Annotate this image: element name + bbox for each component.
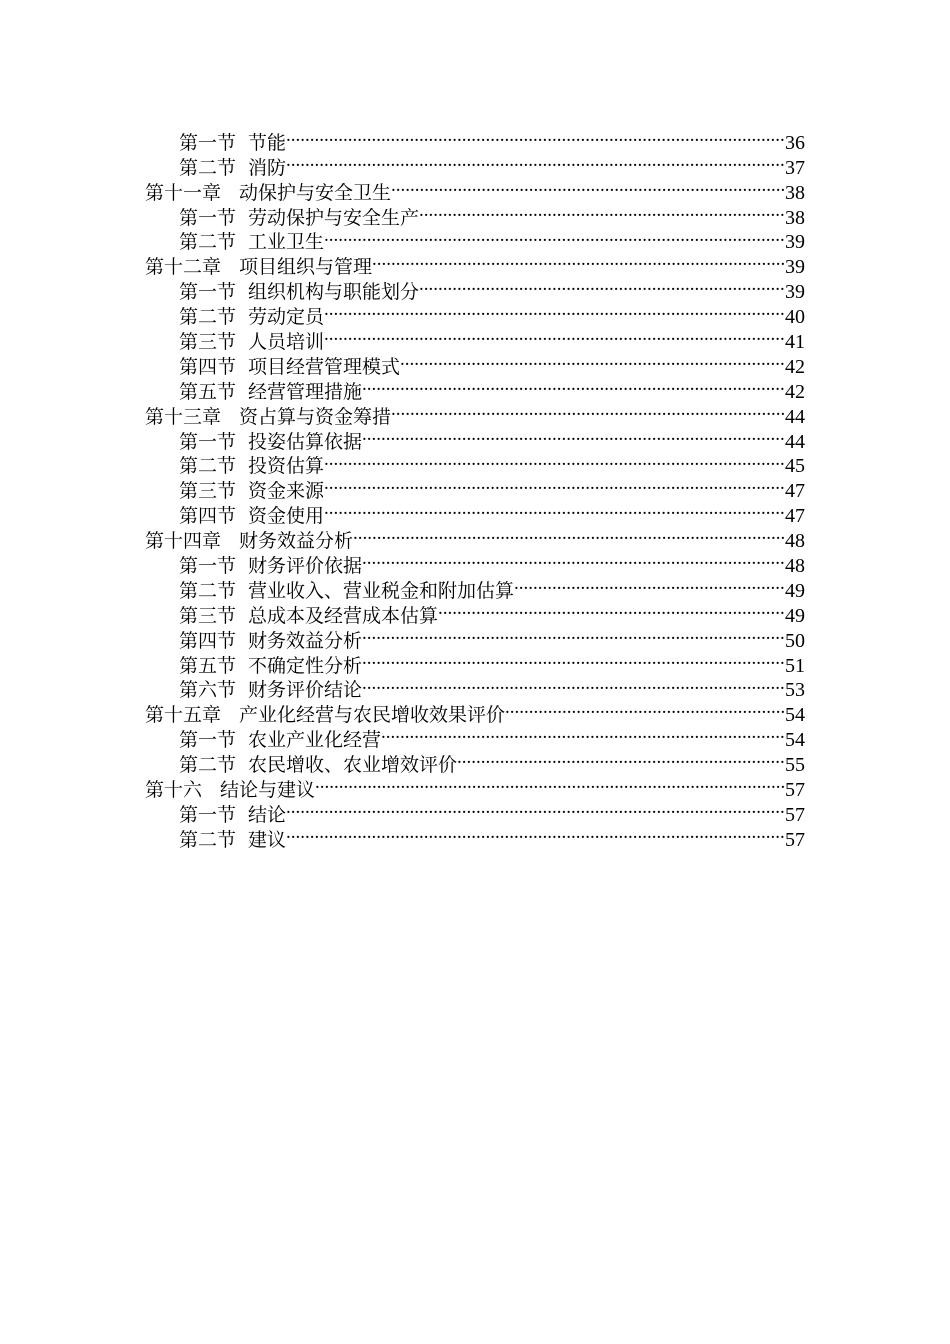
toc-entry-title: 财务效益分析 — [239, 530, 354, 553]
toc-entry-number: 第一节 — [179, 729, 237, 752]
dot-leader — [324, 224, 785, 249]
toc-entry-title: 建议 — [248, 828, 287, 851]
toc-entry-title: 动保护与安全卫生 — [239, 181, 392, 204]
toc-entry-number: 第二节 — [179, 828, 237, 851]
toc-entry-page: 57 — [785, 828, 805, 851]
toc-entry-title: 财务效益分析 — [248, 629, 363, 652]
toc-entry-number: 第三节 — [179, 480, 237, 503]
dot-leader — [324, 323, 785, 348]
toc-entry[interactable] — [145, 174, 805, 204]
dot-leader — [353, 522, 785, 547]
toc-entry[interactable] — [145, 622, 805, 652]
toc-entry-title: 项目经营管理模式 — [248, 355, 401, 378]
toc-entry-page: 47 — [785, 480, 805, 503]
toc-entry-title: 财务评价依据 — [248, 555, 363, 578]
toc-entry-page: 48 — [785, 530, 805, 553]
dot-leader — [438, 597, 785, 622]
dot-leader — [362, 373, 785, 398]
toc-entry-number: 第十六 — [145, 779, 203, 802]
toc-entry-page: 38 — [785, 181, 805, 204]
toc-entry-page: 53 — [785, 679, 805, 702]
toc-entry-page: 54 — [785, 729, 805, 752]
dot-leader — [419, 273, 785, 298]
dot-leader — [324, 497, 785, 522]
toc-entry-number: 第五节 — [179, 654, 237, 677]
toc-entry-title: 消防 — [248, 156, 287, 179]
dot-leader — [457, 746, 785, 771]
toc-entry-number: 第二节 — [179, 754, 237, 777]
toc-entry-number: 第一节 — [179, 430, 237, 453]
toc-entry[interactable] — [145, 149, 805, 179]
toc-entry[interactable] — [145, 497, 805, 528]
toc-entry-title: 总成本及经营成本估算 — [248, 604, 439, 627]
dot-leader — [362, 423, 785, 448]
dot-leader — [514, 572, 785, 597]
toc-entry-title: 经营管理措施 — [248, 380, 363, 403]
toc-entry-number: 第二节 — [179, 455, 237, 478]
toc-entry-number: 第四节 — [179, 355, 237, 378]
table-of-contents — [145, 124, 805, 851]
toc-entry-number: 第五节 — [179, 380, 237, 403]
dot-leader — [381, 721, 785, 746]
toc-entry-title: 产业化经营与农民增收效果评价 — [239, 704, 506, 727]
toc-entry-page: 39 — [785, 256, 805, 279]
toc-entry[interactable] — [145, 348, 805, 378]
toc-entry-number: 第三节 — [179, 331, 237, 354]
toc-entry-page: 40 — [785, 306, 805, 329]
dot-leader — [362, 622, 785, 647]
toc-entry-page: 39 — [785, 281, 805, 304]
toc-entry-page: 48 — [785, 555, 805, 578]
dot-leader — [286, 821, 785, 846]
toc-entry-page: 44 — [785, 430, 805, 453]
toc-entry-number: 第二节 — [179, 306, 237, 329]
toc-entry-title: 劳动保护与安全生产 — [248, 206, 420, 229]
toc-entry-page: 57 — [785, 779, 805, 802]
toc-entry-title: 投姿估算依据 — [248, 430, 363, 453]
dot-leader — [362, 547, 785, 572]
toc-entry[interactable] — [145, 224, 805, 254]
toc-entry[interactable] — [145, 522, 805, 553]
toc-entry-page: 49 — [785, 579, 805, 602]
toc-entry[interactable] — [145, 398, 805, 428]
toc-entry-page: 45 — [785, 455, 805, 478]
toc-entry-page: 42 — [785, 355, 805, 378]
toc-entry[interactable] — [145, 124, 805, 154]
toc-entry-number: 第三节 — [179, 604, 237, 627]
toc-entry[interactable] — [145, 572, 805, 602]
toc-entry-page: 50 — [785, 629, 805, 652]
toc-entry-page: 44 — [785, 405, 805, 428]
toc-entry-page: 36 — [785, 131, 805, 154]
toc-entry-number: 第十一章 — [145, 181, 222, 204]
toc-entry[interactable] — [145, 323, 805, 354]
toc-entry-page: 54 — [785, 704, 805, 727]
toc-entry-title: 劳动定员 — [248, 306, 325, 329]
dot-leader — [324, 472, 785, 497]
toc-entry-title: 人员培训 — [248, 331, 325, 354]
toc-entry-page: 47 — [785, 505, 805, 528]
dot-leader — [324, 298, 785, 323]
toc-entry-page: 55 — [785, 754, 805, 777]
dot-leader — [286, 124, 785, 149]
toc-entry-number: 第十三章 — [145, 405, 222, 428]
toc-entry[interactable] — [145, 696, 805, 727]
toc-entry-number: 第二节 — [179, 579, 237, 602]
toc-entry[interactable] — [145, 298, 805, 329]
toc-entry[interactable] — [145, 672, 805, 702]
dot-leader — [419, 199, 785, 224]
dot-leader — [315, 771, 785, 796]
toc-entry-number: 第十四章 — [145, 530, 222, 553]
dot-leader — [372, 248, 785, 273]
toc-entry-number: 第十二章 — [145, 256, 222, 279]
dot-leader — [286, 796, 785, 821]
toc-entry-title: 财务评价结论 — [248, 679, 363, 702]
toc-entry-number: 第十五章 — [145, 704, 222, 727]
toc-entry-number: 第二节 — [179, 231, 237, 254]
dot-leader — [391, 174, 785, 199]
toc-entry-page: 39 — [785, 231, 805, 254]
toc-entry-title: 营业收入、营业税金和附加估算 — [248, 579, 515, 602]
dot-leader — [362, 647, 785, 672]
toc-entry-title: 农民增收、农业增效评价 — [248, 754, 458, 777]
toc-entry-number: 第六节 — [179, 679, 237, 702]
dot-leader — [324, 448, 785, 473]
toc-entry-number: 第二节 — [179, 156, 237, 179]
toc-entry[interactable] — [145, 373, 805, 403]
toc-entry-title: 不确定性分析 — [248, 654, 363, 677]
toc-entry-page: 42 — [785, 380, 805, 403]
toc-entry-page: 57 — [785, 803, 805, 826]
toc-entry-title: 结论与建议 — [220, 779, 316, 802]
toc-entry-number: 第一节 — [179, 131, 237, 154]
toc-entry-page: 51 — [785, 654, 805, 677]
toc-entry-title: 节能 — [248, 131, 287, 154]
dot-leader — [505, 696, 785, 721]
dot-leader — [286, 149, 785, 174]
toc-entry[interactable] — [145, 771, 805, 802]
toc-entry[interactable] — [145, 746, 805, 777]
toc-entry[interactable] — [145, 597, 805, 627]
toc-entry-page: 38 — [785, 206, 805, 229]
toc-entry-number: 第一节 — [179, 555, 237, 578]
dot-leader — [400, 348, 785, 373]
toc-entry-title: 工业卫生 — [248, 231, 325, 254]
toc-entry-number: 第四节 — [179, 629, 237, 652]
dot-leader — [362, 672, 785, 697]
toc-entry[interactable] — [145, 472, 805, 503]
toc-entry-title: 项目组织与管理 — [239, 256, 373, 279]
toc-entry-title: 资金使用 — [248, 505, 325, 528]
toc-entry-title: 投资估算 — [248, 455, 325, 478]
toc-entry-number: 第四节 — [179, 505, 237, 528]
toc-entry-title: 结论 — [248, 803, 287, 826]
toc-entry[interactable] — [145, 647, 805, 677]
toc-entry-title: 组织机构与职能划分 — [248, 281, 420, 304]
toc-entry-number: 第一节 — [179, 281, 237, 304]
toc-entry-number: 第一节 — [179, 206, 237, 229]
toc-entry-title: 资金来源 — [248, 480, 325, 503]
toc-entry-page: 37 — [785, 156, 805, 179]
toc-entry-title: 资占算与资金筹措 — [239, 405, 392, 428]
toc-entry[interactable] — [145, 248, 805, 279]
toc-entry[interactable] — [145, 821, 805, 851]
toc-entry[interactable] — [145, 448, 805, 478]
toc-entry-page: 49 — [785, 604, 805, 627]
toc-entry-page: 41 — [785, 331, 805, 354]
toc-entry-number: 第一节 — [179, 803, 237, 826]
dot-leader — [391, 398, 785, 423]
toc-entry-title: 农业产业化经营 — [248, 729, 382, 752]
